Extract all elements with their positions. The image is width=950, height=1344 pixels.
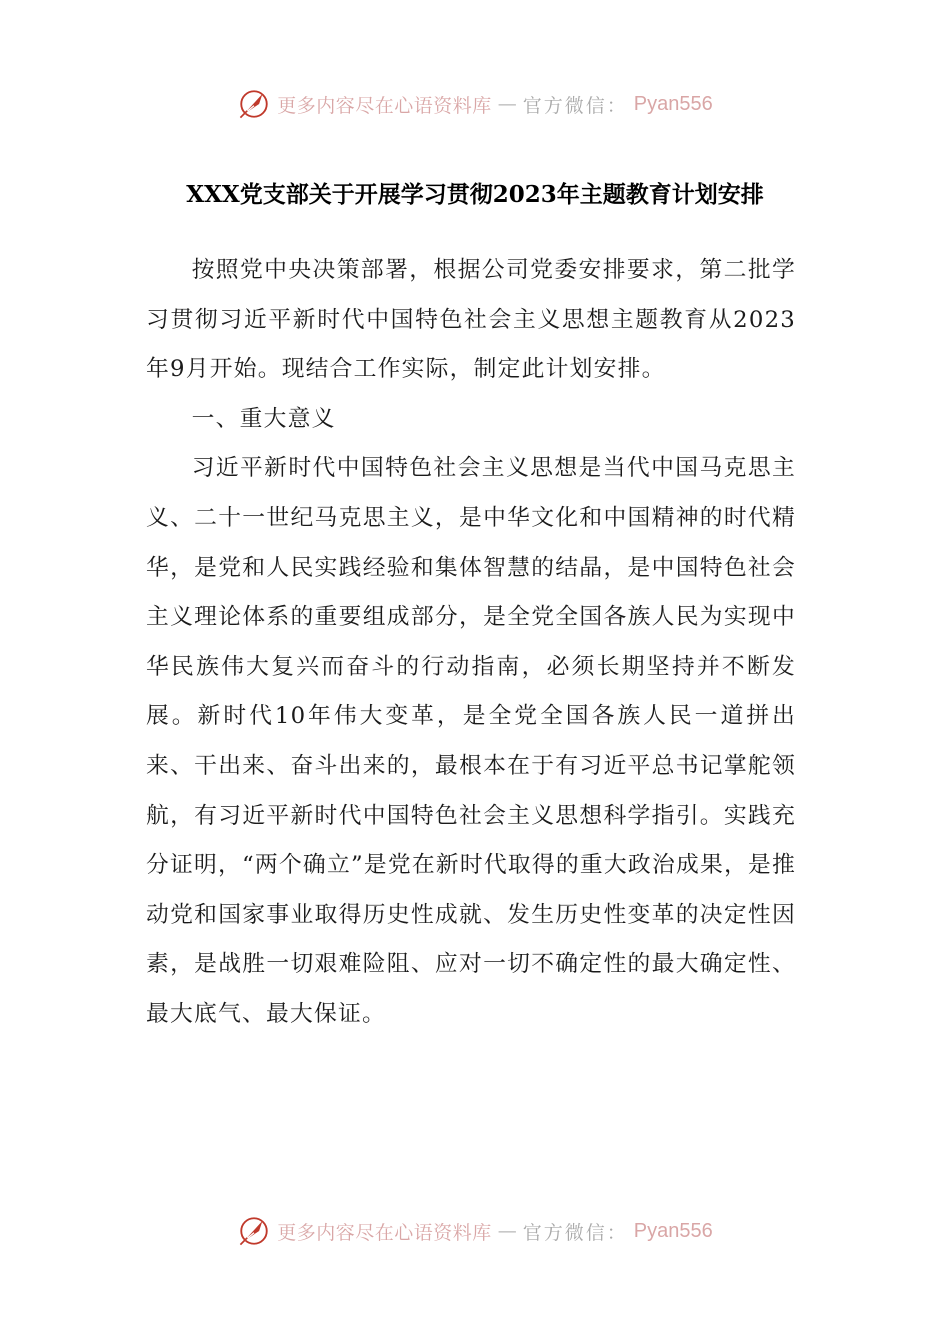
section-heading: 一、重大意义 [191, 405, 336, 432]
watermark-wechat-id: Pyan556 [633, 1219, 713, 1242]
paragraph-significance: 习近平新时代中国特色社会主义思想是当代中国马克思主义、二十一世纪马克思主义，是中华文化和中国精神的时代精华，是党和人民实践经验和集体智慧的结晶，是中国特色社会主义理论体系的重要组成部分，是全党全国各族人民为实现中华民族伟大复兴而奋斗的行动指南，必须长期坚持并不断发展。新时代10年伟大变革，是全党全国各族人民一道拼出来、干出来、奋斗出来的，最根本在于有习近平总书记掌舵领航，有习近平新时代中国特色社会主义思想科学指引。实践充分证明，“两个确立”是党在新时代取得的重大政治成果，是推动党和国家事业取得历史性成就、发生历史性变革的决定性因素，是战胜一切艰难险阻、应对一切不确定性的最大确定性、最大底气、最大保证。 [146, 455, 796, 1027]
document-body [146, 246, 796, 1040]
watermark-slogan: 更多内容尽在心语资料库 [277, 1221, 492, 1244]
watermark-header [0, 84, 950, 124]
watermark-separator: — [497, 93, 517, 115]
watermark-slogan: 更多内容尽在心语资料库 [277, 94, 492, 117]
watermark-separator: — [497, 1220, 517, 1242]
watermark-footer [0, 1211, 950, 1251]
paragraph-intro: 按照党中央决策部署，根据公司党委安排要求，第二批学习贯彻习近平新时代中国特色社会主义思想主题教育从2023年9月开始。现结合工作实际，制定此计划安排。 [146, 257, 796, 383]
quill-logo-icon [237, 87, 271, 121]
watermark-wechat-id: Pyan556 [633, 92, 713, 115]
quill-logo-icon [237, 1214, 271, 1248]
document-title: XXX党支部关于开展学习贯彻2023年主题教育计划安排 [186, 181, 764, 208]
watermark-official-label: 官方微信： [522, 1221, 628, 1244]
watermark-official-label: 官方微信： [522, 94, 628, 117]
